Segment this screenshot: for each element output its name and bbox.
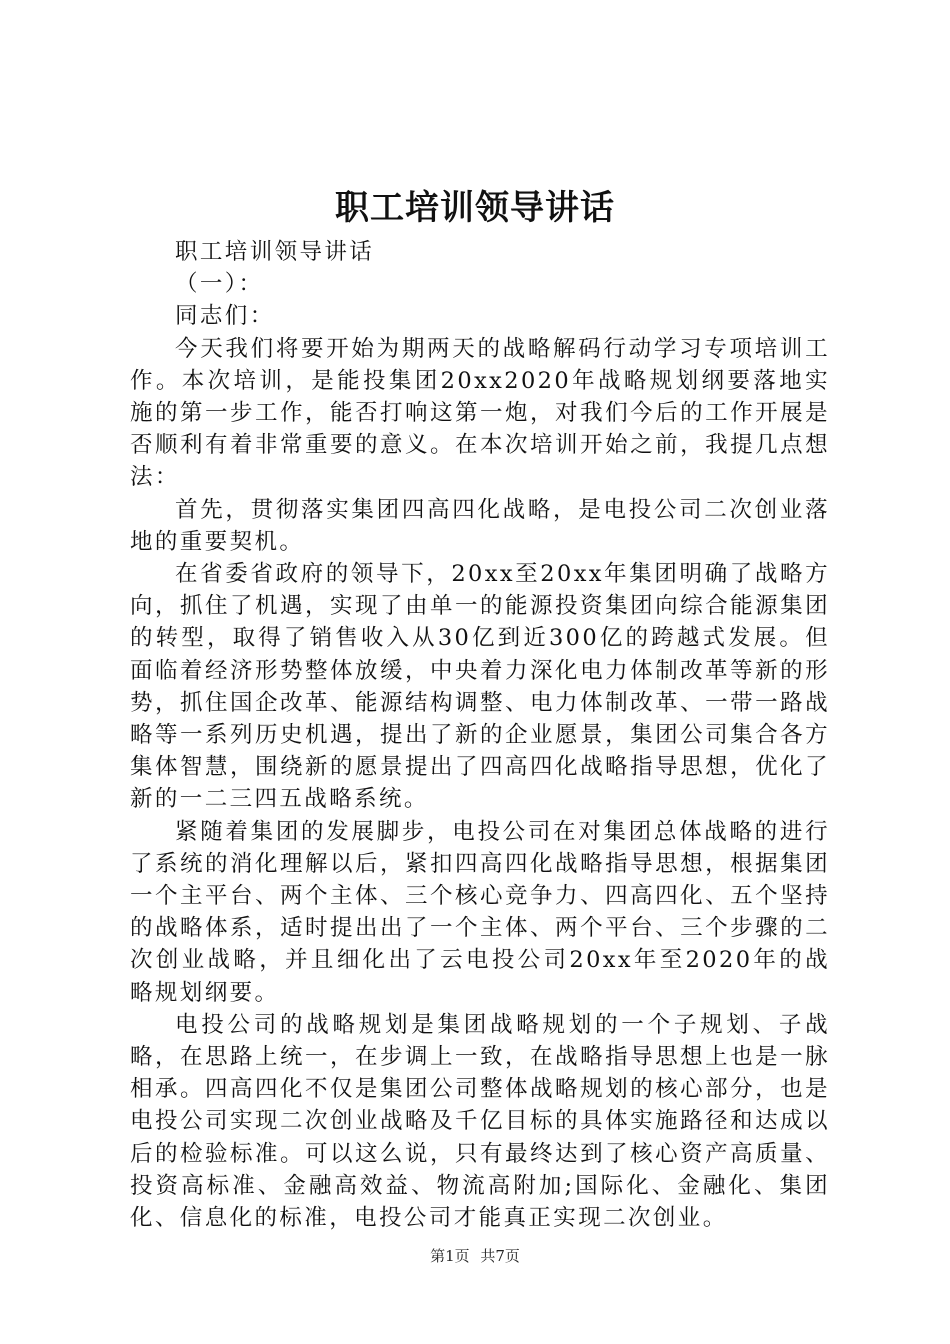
paragraph-planning: 电投公司的战略规划是集团战略规划的一个子规划、子战略，在思路上统一，在步调上一致，在战略指导思想上也是一脉相承。四高四化不仅是集团公司整体战略规划的核心部分，也是电投公司实现二次创业战略及千亿目标的具体实施路径和达成以后的检验标准。可以这么说，只有最终达到了核心资产高质量、投资高标准、金融高效益、物流高附加;国际化、金融化、集团化、信息化的标准，电投公司才能真正实现二次创业。	[130, 1011, 830, 1232]
paragraph-subtitle: 职工培训领导讲话	[175, 239, 375, 265]
paragraph-first-point: 首先，贯彻落实集团四高四化战略，是电投公司二次创业落地的重要契机。	[130, 496, 830, 555]
page-number: 第1页	[430, 1247, 470, 1265]
page-total: 共7页	[480, 1247, 520, 1265]
document-body	[130, 236, 830, 1234]
paragraph-background: 在省委省政府的领导下，20xx至20xx年集团明确了战略方向，抓住了机遇，实现了由单一的能源投资集团向综合能源集团的转型，取得了销售收入从30亿到近300亿的跨越式发展。但面临着经济形势整体放缓，中央着力深化电力体制改革等新的形势，抓住国企改革、能源结构调整、电力体制改革、一带一路战略等一系列历史机遇，提出了新的企业愿景，集团公司集合各方集体智慧，围绕新的愿景提出了四高四化战略指导思想，优化了新的一二三四五战略系统。	[130, 561, 830, 813]
paragraph-opening: 今天我们将要开始为期两天的战略解码行动学习专项培训工作。本次培训，是能投集团20xx2020年战略规划纲要落地实施的第一步工作，能否打响这第一炮，对我们今后的工作开展是否顺利有着非常重要的意义。在本次培训开始之前，我提几点想法：	[130, 335, 830, 491]
paragraph-salutation: 同志们：	[175, 303, 275, 330]
document-title: 职工培训领导讲话	[335, 188, 615, 228]
paragraph-section-marker: （一）：	[175, 271, 264, 298]
paragraph-strategy: 紧随着集团的发展脚步，电投公司在对集团总体战略的进行了系统的消化理解以后，紧扣四高四化战略指导思想，根据集团一个主平台、两个主体、三个核心竞争力、四高四化、五个坚持的战略体系，适时提出出了一个主体、两个平台、三个步骤的二次创业战略，并且细化出了云电投公司20xx年至2020年的战略规划纲要。	[130, 818, 830, 1006]
page-footer	[0, 1246, 950, 1266]
